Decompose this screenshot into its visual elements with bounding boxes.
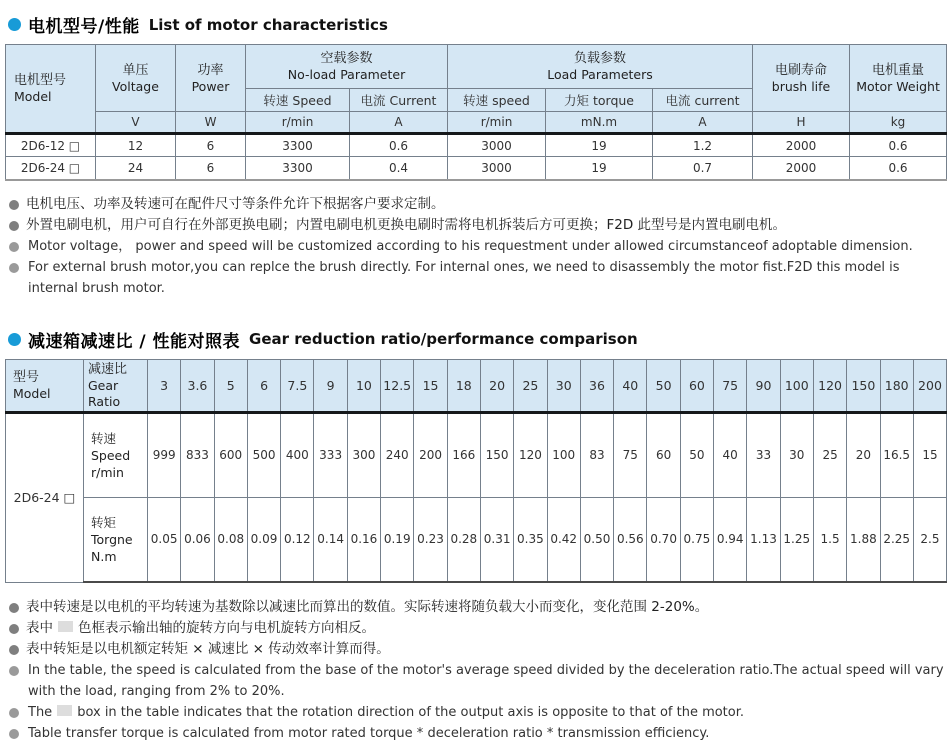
bullet-icon (9, 624, 19, 634)
value-cell: 19 (546, 157, 653, 180)
torque-cell: 0.14 (314, 497, 347, 582)
torque-cell: 1.5 (813, 497, 846, 582)
ratio-header-cell: 9 (314, 359, 347, 412)
header-load-en: Load Parameters (547, 67, 653, 82)
motor-title-en: List of motor characteristics (148, 15, 388, 34)
value-cell: 2000 (753, 134, 850, 157)
value-cell: 1.2 (653, 134, 753, 157)
value-cell: 3000 (448, 157, 546, 180)
motor-characteristics-table (5, 44, 947, 181)
motor-notes (9, 194, 946, 299)
speed-cell: 30 (780, 412, 813, 497)
section-title-gear (8, 327, 946, 352)
speed-cell: 500 (247, 412, 280, 497)
speed-cell: 33 (747, 412, 780, 497)
note-text (26, 618, 375, 639)
value-cell: 0.6 (850, 134, 947, 157)
gear-header-model-zh: 型号 (13, 369, 40, 385)
header-model-en: Model (14, 89, 52, 104)
speed-cell-reversed: 150 (480, 412, 513, 497)
ratio-header-cell: 3.6 (181, 359, 214, 412)
note-text-suffix: box in the table indicates that the rotation direction of the output axis is opposite to that of the motor. (77, 705, 745, 720)
ratio-header-cell: 150 (847, 359, 880, 412)
torque-label-zh: 转矩 (91, 514, 117, 530)
header-model-zh: 电机型号 (14, 73, 67, 88)
value-cell: 3300 (246, 134, 350, 157)
value-cell: 6 (176, 134, 246, 157)
gray-box-icon (57, 705, 72, 716)
unit-cell: r/min (246, 112, 350, 134)
header-load-zh: 负载参数 (574, 51, 627, 66)
gray-box-icon (58, 621, 73, 632)
note-text-prefix: The (28, 705, 53, 720)
torque-label-en: Torgne (91, 531, 133, 547)
note-text: 外置电刷电机，用户可自行在外部更换电刷；内置电刷电机更换电刷时需将电机拆装后方可更换；F2D 此型号是内置电刷电机。 (26, 216, 787, 233)
ratio-header-cell: 36 (580, 359, 613, 412)
torque-cell: 0.94 (714, 497, 747, 582)
torque-cell: 0.23 (414, 497, 447, 582)
motor-row-2d6-12 (6, 134, 947, 157)
subheader-load-current: 电流 current (653, 89, 753, 112)
note-item (9, 639, 946, 660)
bullet-icon (9, 645, 19, 655)
speed-cell-reversed: 120 (514, 412, 547, 497)
ratio-header-cell: 18 (447, 359, 480, 412)
torque-cell: 1.13 (747, 497, 780, 582)
torque-label-unit: N.m (91, 548, 117, 564)
torque-cell-reversed: 0.35 (514, 497, 547, 582)
note-item (9, 236, 946, 257)
speed-label-en: Speed (91, 447, 131, 463)
header-power-en: Power (191, 78, 230, 94)
ratio-header-cell: 10 (347, 359, 380, 412)
gear-header-model-en: Model (13, 385, 51, 401)
bullet-icon (9, 666, 19, 676)
value-cell: 0.4 (350, 157, 448, 180)
speed-cell: 333 (314, 412, 347, 497)
speed-cell: 833 (181, 412, 214, 497)
note-text: 表中转矩是以电机额定转矩 × 减速比 × 传动效率计算而得。 (26, 641, 390, 657)
torque-cell: 0.05 (148, 497, 181, 582)
header-weight (850, 45, 947, 112)
note-text: Table transfer torque is calculated from motor rated torque * deceleration ratio * transmission efficiency. (28, 726, 710, 741)
value-cell: 6 (176, 157, 246, 180)
ratio-header-cell: 30 (547, 359, 580, 412)
speed-cell: 999 (148, 412, 181, 497)
ratio-header-cell: 25 (514, 359, 547, 412)
motor-row-2d6-24 (6, 157, 947, 180)
gear-title-zh: 减速箱减速比 / 性能对照表 (28, 331, 241, 352)
note-item (9, 723, 946, 744)
note-text: In the table, the speed is calculated from the base of the motor's average speed divided by the deceleration ratio.The actual speed will vary with the load, ranging from 2% to 20%. (28, 663, 944, 699)
speed-cell: 20 (847, 412, 880, 497)
speed-label-zh: 转速 (91, 430, 117, 446)
gear-header-model (6, 359, 84, 412)
header-power-zh: 功率 (197, 62, 224, 78)
value-cell: 0.6 (850, 157, 947, 180)
bullet-icon (9, 603, 19, 613)
torque-cell-reversed: 0.56 (614, 497, 647, 582)
bullet-icon (9, 221, 19, 231)
model-cell: 2D6-24 □ (6, 157, 96, 180)
gear-header-ratio-en: Gear Ratio (88, 377, 121, 409)
header-load-group (448, 45, 753, 89)
torque-cell-reversed: 0.70 (647, 497, 680, 582)
bullet-icon (9, 708, 19, 718)
torque-cell: 0.16 (347, 497, 380, 582)
ratio-header-cell: 100 (780, 359, 813, 412)
speed-cell-reversed: 60 (647, 412, 680, 497)
header-noload-en: No-load Parameter (287, 67, 406, 82)
header-brush-life (753, 45, 850, 112)
torque-row-label (84, 497, 148, 582)
header-model (6, 45, 96, 134)
unit-cell: A (653, 112, 753, 134)
model-cell: 2D6-12 □ (6, 134, 96, 157)
speed-cell-reversed: 83 (580, 412, 613, 497)
torque-cell-reversed: 0.50 (580, 497, 613, 582)
bullet-icon (9, 200, 19, 210)
speed-cell-reversed: 100 (547, 412, 580, 497)
ratio-header-cell: 15 (414, 359, 447, 412)
unit-cell: kg (850, 112, 947, 134)
torque-cell: 0.08 (214, 497, 247, 582)
blue-bullet-icon (8, 333, 21, 346)
speed-cell: 240 (381, 412, 414, 497)
speed-cell: 40 (714, 412, 747, 497)
ratio-header-cell: 90 (747, 359, 780, 412)
ratio-header-cell: 120 (813, 359, 846, 412)
torque-cell: 0.12 (281, 497, 314, 582)
torque-cell: 0.75 (680, 497, 713, 582)
torque-cell: 2.5 (913, 497, 946, 582)
unit-cell: W (176, 112, 246, 134)
ratio-header-cell: 50 (647, 359, 680, 412)
ratio-header-cell: 5 (214, 359, 247, 412)
speed-cell: 25 (813, 412, 846, 497)
blue-bullet-icon (8, 18, 21, 31)
torque-cell: 0.09 (247, 497, 280, 582)
ratio-header-cell: 75 (714, 359, 747, 412)
torque-cell: 0.06 (181, 497, 214, 582)
gear-header-ratio-zh: 减速比 (88, 361, 128, 377)
ratio-header-cell: 180 (880, 359, 913, 412)
header-power (176, 45, 246, 112)
header-brush-zh: 电刷寿命 (775, 62, 828, 78)
torque-cell: 1.88 (847, 497, 880, 582)
subheader-noload-current: 电流 Current (350, 89, 448, 112)
unit-cell: A (350, 112, 448, 134)
header-voltage (96, 45, 176, 112)
speed-cell: 400 (281, 412, 314, 497)
ratio-header-cell: 6 (247, 359, 280, 412)
gear-ratio-table (5, 359, 947, 584)
ratio-header-cell: 60 (680, 359, 713, 412)
speed-row-label (84, 412, 148, 497)
ratio-header-cell: 7.5 (281, 359, 314, 412)
torque-cell-reversed: 0.31 (480, 497, 513, 582)
speed-label-unit: r/min (91, 464, 124, 480)
bullet-icon (9, 242, 19, 252)
torque-cell-reversed: 0.42 (547, 497, 580, 582)
unit-cell: V (96, 112, 176, 134)
ratio-header-cell: 200 (913, 359, 946, 412)
bullet-icon (9, 729, 19, 739)
speed-cell: 300 (347, 412, 380, 497)
note-text: Motor voltage， power and speed will be customized according to his requestment under allowed circumstanceof adoptable dimension. (28, 238, 913, 254)
speed-cell: 15 (913, 412, 946, 497)
header-weight-zh: 电机重量 (872, 62, 925, 78)
note-text: 表中转速是以电机的平均转速为基数除以减速比而算出的数值。实际转速将随负载大小而变化，变化范围 2-20%。 (26, 599, 709, 615)
torque-cell: 0.19 (381, 497, 414, 582)
header-voltage-en: Voltage (112, 78, 159, 94)
note-text: For external brush motor,you can replce the brush directly. For internal ones, we need to disassembly the motor fist.F2D this model is internal brush motor. (28, 259, 900, 296)
unit-cell: mN.m (546, 112, 653, 134)
value-cell: 24 (96, 157, 176, 180)
note-text: 电机电压、功率及转速可在配件尺寸等条件允许下根据客户要求定制。 (26, 195, 445, 212)
header-voltage-zh: 单压 (122, 62, 149, 78)
value-cell: 3300 (246, 157, 350, 180)
speed-cell: 166 (447, 412, 480, 497)
gear-torque-row (6, 497, 947, 582)
note-item (9, 702, 946, 723)
speed-cell: 200 (414, 412, 447, 497)
speed-cell: 16.5 (880, 412, 913, 497)
header-weight-en: Motor Weight (856, 78, 940, 94)
note-text-prefix: 表中 (26, 620, 53, 636)
speed-cell: 50 (680, 412, 713, 497)
gear-notes (9, 597, 946, 744)
value-cell: 0.7 (653, 157, 753, 180)
value-cell: 2000 (753, 157, 850, 180)
ratio-header-cell: 40 (614, 359, 647, 412)
ratio-header-cell: 12.5 (381, 359, 414, 412)
torque-cell: 1.25 (780, 497, 813, 582)
note-item (9, 597, 946, 618)
gear-header-ratio (84, 359, 148, 412)
header-noload-zh: 空载参数 (320, 51, 373, 66)
speed-cell-reversed: 75 (614, 412, 647, 497)
subheader-load-torque: 力矩 torque (546, 89, 653, 112)
torque-cell: 2.25 (880, 497, 913, 582)
header-noload-group (246, 45, 448, 89)
speed-cell: 600 (214, 412, 247, 497)
unit-cell: H (753, 112, 850, 134)
value-cell: 3000 (448, 134, 546, 157)
value-cell: 19 (546, 134, 653, 157)
note-item (9, 194, 946, 215)
gear-speed-row (6, 412, 947, 497)
header-brush-en: brush life (771, 78, 831, 94)
gear-model-cell: 2D6-24 □ (6, 412, 84, 582)
section-title-motor (8, 12, 946, 37)
unit-cell: r/min (448, 112, 546, 134)
value-cell: 0.6 (350, 134, 448, 157)
note-item (9, 215, 946, 236)
bullet-icon (9, 263, 19, 273)
ratio-header-cell: 3 (148, 359, 181, 412)
note-text (28, 702, 744, 723)
note-text-suffix: 色框表示输出轴的旋转方向与电机旋转方向相反。 (78, 620, 375, 636)
note-item (9, 660, 946, 702)
motor-title-zh: 电机型号/性能 (28, 17, 140, 37)
subheader-load-speed: 转速 speed (448, 89, 546, 112)
subheader-noload-speed: 转速 Speed (246, 89, 350, 112)
torque-cell: 0.28 (447, 497, 480, 582)
note-item (9, 618, 946, 639)
ratio-header-cell: 20 (480, 359, 513, 412)
value-cell: 12 (96, 134, 176, 157)
gear-title-en: Gear reduction ratio/performance comparison (249, 330, 638, 348)
note-item (9, 257, 946, 299)
